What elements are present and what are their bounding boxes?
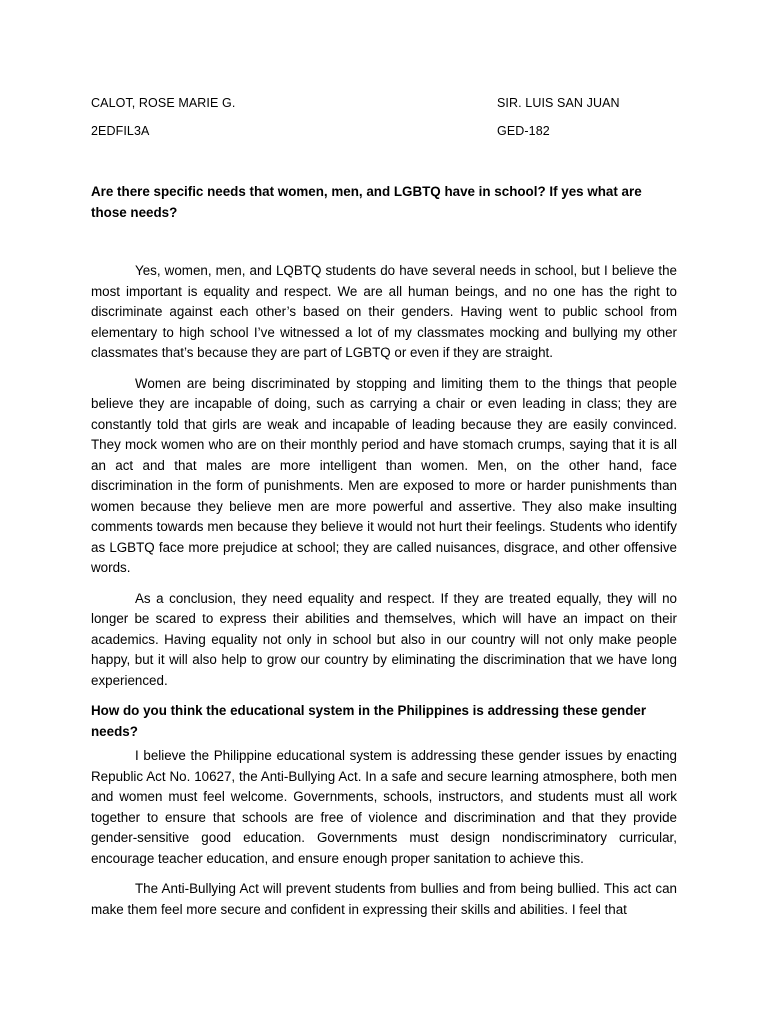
paragraph-2: Women are being discriminated by stopping and limiting them to the things that people believe they are incapable of doing, such as carrying a chair or even leading in class; they are constantly told that girls are weak and incapable of leading because they are easily convinced. They mock women who are on their monthly period and have stomach crumps, saying that it is all an act and that males are more intelligent than women. Men, on the other hand, face discrimination in the form of punishments. Men are exposed to more or harder punishments than women because they believe men are more powerful and assertive. They also make insulting comments towards men because they believe it would not hurt their feelings. Students who identify as LGBTQ face more prejudice at school; they are called nuisances, disgrace, and other offensive words. bbox=[91, 375, 677, 575]
paragraph-1: Yes, women, men, and LQBTQ students do have several needs in school, but I believe the most important is equality and respect. We are all human beings, and no one has the right to discriminate against each other’s based on their genders. Having went to public school from elementary to high school I’ve witnessed a lot of my classmates mocking and bullying my other classmates that’s because they are part of LGBTQ or even if they are straight. bbox=[91, 263, 677, 360]
teacher-name: SIR. LUIS SAN JUAN bbox=[497, 96, 620, 110]
paragraph-3: As a conclusion, they need equality and respect. If they are treated equally, they will no longer be scared to express their abilities and themselves, which will have an impact on their academics. Having equality not only in school but also in our country will not only make people happy, but it will also help to grow our country by eliminating the discrimination that we have long experienced. bbox=[91, 590, 677, 688]
question-2: How do you think the educational system in the Philippines is addressing these gender needs? bbox=[91, 703, 647, 739]
section-code: 2EDFIL3A bbox=[91, 124, 150, 138]
paragraph-5: The Anti-Bullying Act will prevent students from bullies and from being bullied. This act can make them feel more secure and confident in expressing their skills and abilities. I feel that bbox=[91, 881, 677, 917]
essay-body bbox=[91, 182, 677, 930]
question-1: Are there specific needs that women, men, and LGBTQ have in school? If yes what are those needs? bbox=[91, 184, 642, 220]
course-code: GED-182 bbox=[497, 124, 550, 138]
paragraph-4: I believe the Philippine educational system is addressing these gender issues by enacting Republic Act No. 10627, the Anti-Bullying Act. In a safe and secure learning atmosphere, both men and women must feel welcome. Governments, schools, instructors, and students must all work together to ensure that schools are free of violence and discrimination and that they provide gender-sensitive good education. Governments must design nondiscriminatory curricular, encourage teacher education, and ensure enough proper sanitation to achieve this. bbox=[91, 748, 677, 866]
student-name: CALOT, ROSE MARIE G. bbox=[91, 96, 236, 110]
